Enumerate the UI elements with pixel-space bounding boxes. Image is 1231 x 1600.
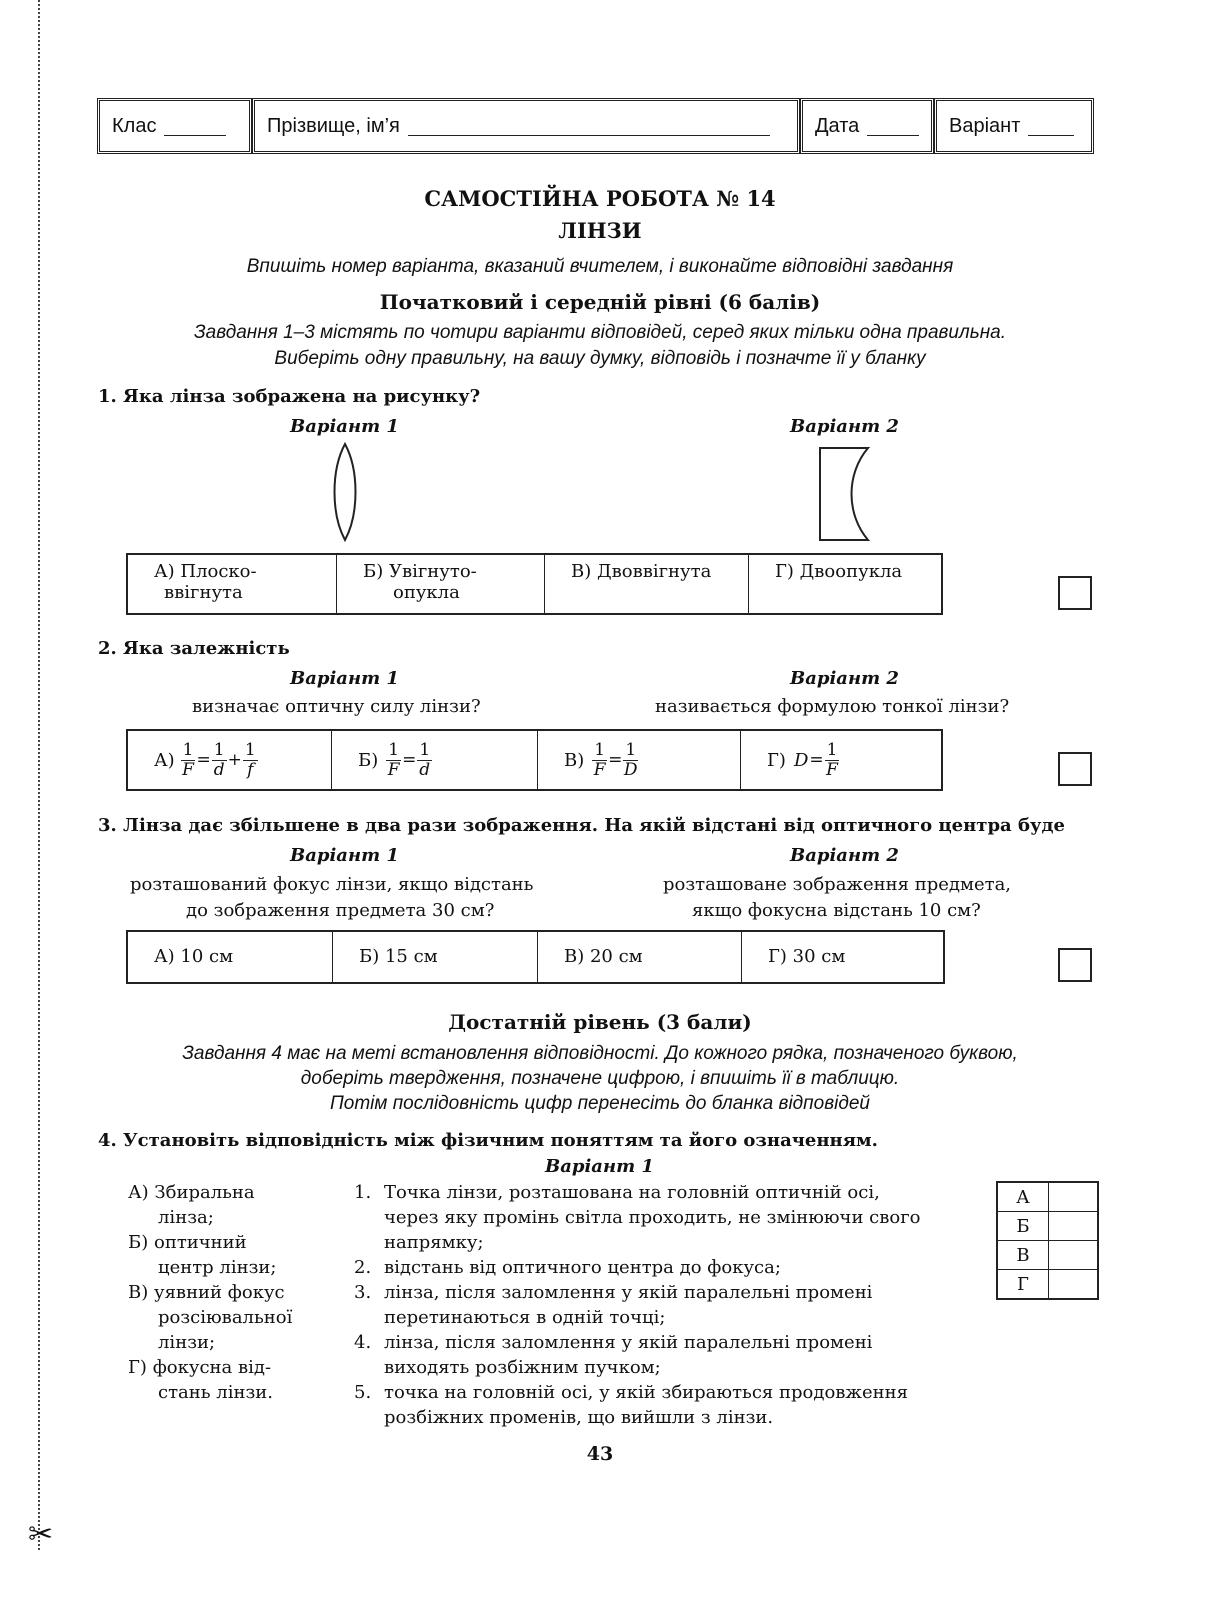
q2-option-b[interactable]: Б) $\frac{1}{F}$ = $\frac{1}{d}$ xyxy=(332,731,538,789)
q4-left-item-d: Г) фокусна від- xyxy=(128,1357,272,1378)
q4-left-item-a: А) Збиральна xyxy=(128,1182,255,1203)
page-number: 43 xyxy=(586,1443,614,1465)
q2-option-d[interactable]: Г) D = $\frac{1}{F}$ xyxy=(767,739,838,780)
level2-note-1: Завдання 4 має на меті встановлення відповідності. До кожного рядка, позначеного буквою, xyxy=(182,1043,1018,1064)
grid-cell-a[interactable] xyxy=(1049,1182,1099,1212)
q4-text: 4. Установіть відповідність між фізичним поняттям та його означенням. xyxy=(98,1130,878,1151)
q1-option-b[interactable]: Б) Увігнуто- опукла xyxy=(337,555,545,613)
variant-label: Варіант xyxy=(949,114,1021,137)
q4-variant1: Варіант 1 xyxy=(545,1156,654,1177)
q3-option-c[interactable]: В) 20 см xyxy=(538,932,742,982)
grid-letter-c: В xyxy=(997,1241,1049,1270)
q2-variant1: Варіант 1 xyxy=(290,668,399,689)
q1-option-d[interactable]: Г) Двоопукла xyxy=(775,561,903,582)
level1-note-2: Виберіть одну правильну, на вашу думку, відповідь і позначте її у бланку xyxy=(274,348,926,369)
grid-cell-c[interactable] xyxy=(1049,1241,1099,1270)
grid-cell-b[interactable] xyxy=(1049,1212,1099,1241)
level2-note-3: Потім послідовність цифр перенесіть до бланка відповідей xyxy=(330,1093,870,1114)
name-blank[interactable] xyxy=(408,117,770,136)
name-label: Прізвище, ім’я xyxy=(267,114,400,137)
instruction: Впишіть номер варіанта, вказаний вчителем, і виконайте відповідні завдання xyxy=(246,256,954,277)
page-subtitle: ЛІНЗИ xyxy=(558,218,642,243)
q3-variant1: Варіант 1 xyxy=(290,845,399,866)
q1-answer-table xyxy=(126,553,943,615)
q3-v2-line2: якщо фокусна відстань 10 см? xyxy=(692,900,981,921)
q1-text: 1. Яка лінза зображена на рисунку? xyxy=(98,386,481,407)
q4-right-item-4: 4. лінза, після заломлення у якій паралельні промені xyxy=(354,1332,873,1353)
q3-variant2: Варіант 2 xyxy=(790,845,899,866)
variant-field[interactable] xyxy=(934,98,1094,154)
q4-right-item-1: 1. Точка лінзи, розташована на головній оптичній осі, xyxy=(354,1182,880,1203)
level2-heading: Достатній рівень (3 бали) xyxy=(448,1010,752,1034)
scissors-icon: ✂ xyxy=(28,1517,54,1552)
q2-v1-text: визначає оптичну силу лінзи? xyxy=(192,696,481,717)
class-label: Клас xyxy=(112,114,157,137)
cut-line xyxy=(38,0,40,1550)
grid-letter-a: А xyxy=(997,1182,1049,1212)
date-blank[interactable] xyxy=(867,117,919,136)
variant-blank[interactable] xyxy=(1028,117,1074,136)
plano-concave-lens-figure xyxy=(816,444,878,546)
class-blank[interactable] xyxy=(164,117,226,136)
q1-answer-box[interactable] xyxy=(1058,576,1092,610)
q3-v1-line2: до зображення предмета 30 см? xyxy=(186,900,495,921)
q4-right-item-3: 3. лінза, після заломлення у якій паралельні промені xyxy=(354,1282,873,1303)
q3-option-a[interactable]: А) 10 см xyxy=(128,932,333,982)
q4-right-item-2: 2. відстань від оптичного центра до фокуса; xyxy=(354,1257,781,1278)
q3-v1-line1: розташований фокус лінзи, якщо відстань xyxy=(130,874,534,895)
page-title: САМОСТІЙНА РОБОТА № 14 xyxy=(424,186,776,211)
class-field[interactable] xyxy=(97,98,252,154)
q3-v2-line1: розташоване зображення предмета, xyxy=(663,874,1012,895)
biconvex-lens-figure xyxy=(325,440,365,544)
q4-left-item-b: Б) оптичний xyxy=(128,1232,247,1253)
level2-note-2: доберіть твердження, позначене цифрою, і впишіть її в таблицю. xyxy=(300,1068,900,1089)
q2-option-c[interactable]: В) $\frac{1}{F}$ = $\frac{1}{D}$ xyxy=(538,731,741,789)
q2-answer-box[interactable] xyxy=(1058,752,1092,786)
q3-answer-box[interactable] xyxy=(1058,948,1092,982)
q1-option-a[interactable]: А) Плоско- ввігнута xyxy=(128,555,337,613)
date-label: Дата xyxy=(815,114,860,137)
name-field[interactable] xyxy=(252,98,800,154)
q1-variant1: Варіант 1 xyxy=(290,416,399,437)
grid-cell-d[interactable] xyxy=(1049,1270,1099,1300)
q2-text: 2. Яка залежність xyxy=(98,638,290,659)
q3-text: 3. Лінза дає збільшене в два рази зображення. На якій відстані від оптичного центра буде xyxy=(98,815,1065,836)
grid-letter-b: Б xyxy=(997,1212,1049,1241)
q2-variant2: Варіант 2 xyxy=(790,668,899,689)
q2-answer-table xyxy=(126,729,943,791)
grid-letter-d: Г xyxy=(997,1270,1049,1300)
level1-note-1: Завдання 1–3 містять по чотири варіанти відповідей, серед яких тільки одна правильна. xyxy=(193,322,1007,343)
q4-left-item-c: В) уявний фокус xyxy=(128,1282,285,1303)
date-field[interactable] xyxy=(800,98,934,154)
q2-option-a[interactable]: А) $\frac{1}{F}$ = $\frac{1}{d}$ + $\frac{1}{f}$ xyxy=(128,731,332,789)
q4-right-column: 1. Точка лінзи, розташована на головній оптичній осі, через яку промінь світла проходить, не змінюючи свого напрямку; 2. відстань від оптичного центра до фокуса; 3. лінза, після заломлення у якій паралельні промені перетинаються в одній точці; 4. лінза, після заломлення у якій паралельні промені виходять розбіжним пучком; 5. точка на головній осі, у якій збираються продовження розбіжних променів, що вийшли з лінзи. xyxy=(354,1180,974,1430)
q4-answer-grid xyxy=(996,1181,1099,1300)
q3-option-d[interactable]: Г) 30 см xyxy=(768,946,846,967)
q1-variant2: Варіант 2 xyxy=(790,416,899,437)
q2-v2-text: називається формулою тонкої лінзи? xyxy=(655,696,1010,717)
q3-option-b[interactable]: Б) 15 см xyxy=(333,932,538,982)
q4-left-column: А) Збиральна лінза; Б) оптичний центр лінзи; В) уявний фокус розсіювальної лінзи; Г) фокусна від- стань лінзи. xyxy=(128,1180,338,1405)
q3-answer-table xyxy=(126,930,945,984)
level1-heading: Початковий і середній рівні (6 балів) xyxy=(379,290,821,314)
q4-right-item-5: 5. точка на головній осі, у якій збираються продовження xyxy=(354,1382,908,1403)
q1-option-c[interactable]: В) Двоввігнута xyxy=(545,555,749,613)
